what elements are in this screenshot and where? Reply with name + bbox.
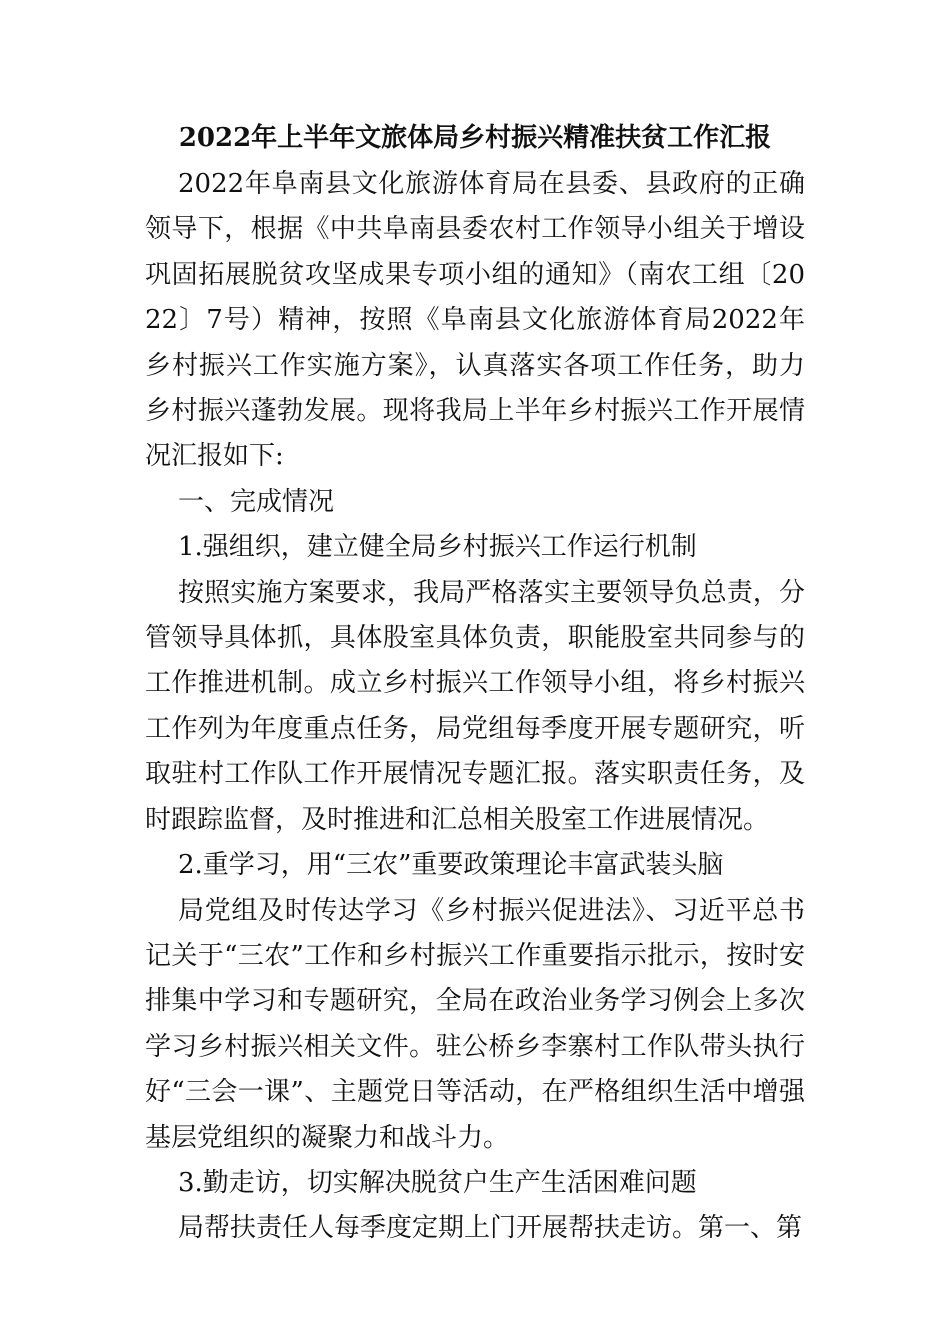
- subheading-visits: 3.勤走访，切实解决脱贫户生产生活困难问题: [178, 1167, 697, 1198]
- visits-paragraph: 局帮扶责任人每季度定期上门开展帮扶走访。第一、第: [178, 1213, 803, 1244]
- subheading-organization: 1.强组织，建立健全局乡村振兴工作运行机制: [178, 532, 697, 563]
- intro-paragraph: 2022年阜南县文化旅游体育局在县委、县政府的正确领导下，根据《中共阜南县委农村工作领导小组关于增设巩固拓展脱贫攻坚成果专项小组的通知》（南农工组〔2022〕7号）精神，按照《阜南县文化旅游体育局2022年乡村振兴工作实施方案》，认真落实各项工作任务，助力乡村振兴蓬勃发展。现将我局上半年乡村振兴工作开展情况汇报如下:: [145, 169, 805, 472]
- study-paragraph: 局党组及时传达学习《乡村振兴促进法》、习近平总书记关于“三农”工作和乡村振兴工作重要指示批示，按时安排集中学习和专题研究，全局在政治业务学习例会上多次学习乡村振兴相关文件。驻公桥乡李寨村工作队带头执行好“三会一课”、主题党日等活动，在严格组织生活中增强基层党组织的凝聚力和战斗力。: [145, 895, 805, 1153]
- subheading-study: 2.重学习，用“三农”重要政策理论丰富武装头脑: [178, 850, 724, 881]
- document-body: [145, 162, 805, 1252]
- organization-paragraph: 按照实施方案要求，我局严格落实主要领导负总责，分管领导具体抓，具体股室具体负责，职能股室共同参与的工作推进机制。成立乡村振兴工作领导小组，将乡村振兴工作列为年度重点任务，局党组每季度开展专题研究，听取驻村工作队工作开展情况专题汇报。落实职责任务，及时跟踪监督，及时推进和汇总相关股室工作进展情况。: [145, 577, 805, 835]
- document-title: 2022年上半年文旅体局乡村振兴精准扶贫工作汇报: [178, 123, 772, 153]
- section-heading-completion: 一、完成情况: [178, 486, 335, 517]
